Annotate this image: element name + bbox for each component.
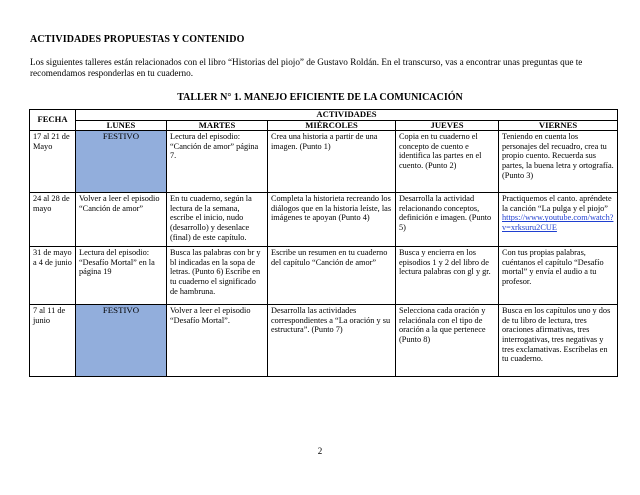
cell-martes: Volver a leer el episodio “Desafío Mortal”. xyxy=(167,305,268,377)
viernes-text: Practiquemos el canto. apréndete la canción “La pulga y el piojo” xyxy=(502,194,612,213)
row-date: 17 al 21 de Mayo xyxy=(30,131,76,193)
table-row xyxy=(30,131,618,193)
row-date: 7 al 11 de junio xyxy=(30,305,76,377)
youtube-link[interactable]: https://www.youtube.com/watch?v=xrksuru2CUE xyxy=(502,213,614,232)
header-miercoles: MIÉRCOLES xyxy=(268,120,396,131)
cell-jueves: Busca y encierra en los episodios 1 y 2 del libro de lectura palabras con gl y gr. xyxy=(396,247,499,305)
cell-miercoles: Completa la historieta recreando los diálogos que en la historia leíste, las imágenes te apoyan (Punto 4) xyxy=(268,193,396,247)
cell-miercoles: Crea una historia a partir de una imagen. (Punto 1) xyxy=(268,131,396,193)
festivo-cell: FESTIVO xyxy=(76,131,167,193)
table-row xyxy=(30,305,618,377)
cell-jueves: Copia en tu cuaderno el concepto de cuento e identifica las partes en el cuento. (Punto 2) xyxy=(396,131,499,193)
cell-viernes: Teniendo en cuenta los personajes del recuadro, crea tu propio cuento. Recuerda sus partes, la buena letra y ortografía. (Punto 3) xyxy=(499,131,618,193)
page-heading: ACTIVIDADES PROPUESTAS Y CONTENIDO xyxy=(30,34,245,45)
cell-viernes: Busca en los capítulos uno y dos de tu libro de lectura, tres oraciones afirmativas, tres interrogativas, tres negativas y tres exclamativas. Escríbelas en tu cuaderno. xyxy=(499,305,618,377)
cell-miercoles: Escribe un resumen en tu cuaderno del capítulo “Canción de amor” xyxy=(268,247,396,305)
cell-martes: Busca las palabras con br y bl indicadas en la sopa de letras. (Punto 6) Escribe en tu cuaderno el significado de hambruna. xyxy=(167,247,268,305)
header-lunes: LUNES xyxy=(76,120,167,131)
cell-martes: En tu cuaderno, según la lectura de la semana, escribe el inicio, nudo (desarrollo) y desenlace (final) de este capítulo. xyxy=(167,193,268,247)
taller-title: TALLER N° 1. MANEJO EFICIENTE DE LA COMUNICACIÓN xyxy=(177,92,463,103)
days-row xyxy=(30,120,618,131)
cell-lunes: Lectura del episodio: “Desafío Mortal” en la página 19 xyxy=(76,247,167,305)
header-actividades: ACTIVIDADES xyxy=(76,110,618,121)
header-jueves: JUEVES xyxy=(396,120,499,131)
cell-jueves: Desarrolla la actividad relacionando conceptos, definición e imagen. (Punto 5) xyxy=(396,193,499,247)
cell-lunes: Volver a leer el episodio “Canción de amor” xyxy=(76,193,167,247)
festivo-cell: FESTIVO xyxy=(76,305,167,377)
cell-viernes xyxy=(499,193,618,247)
row-date: 24 al 28 de mayo xyxy=(30,193,76,247)
header-fecha: FECHA xyxy=(30,110,76,131)
header-viernes: VIERNES xyxy=(499,120,618,131)
table-row xyxy=(30,247,618,305)
intro-paragraph: Los siguientes talleres están relacionados con el libro “Historias del piojo” de Gustavo Roldán. En el transcurso, vas a encontrar unas preguntas que te recomendamos responderlas en tu cuaderno. xyxy=(30,57,583,78)
activities-table xyxy=(29,109,618,377)
header-row xyxy=(30,110,618,121)
cell-miercoles: Desarrolla las actividades correspondientes a “La oración y su estructura”. (Punto 7) xyxy=(268,305,396,377)
header-martes: MARTES xyxy=(167,120,268,131)
table-row xyxy=(30,193,618,247)
cell-jueves: Selecciona cada oración y relaciónala con el tipo de oración a la que pertenece (Punto 8) xyxy=(396,305,499,377)
cell-martes: Lectura del episodio: “Canción de amor” página 7. xyxy=(167,131,268,193)
page-number: 2 xyxy=(317,446,323,456)
cell-viernes: Con tus propias palabras, cuéntanos el capítulo “Desafío mortal” y envía el audio a tu profesor. xyxy=(499,247,618,305)
row-date: 31 de mayo a 4 de junio xyxy=(30,247,76,305)
